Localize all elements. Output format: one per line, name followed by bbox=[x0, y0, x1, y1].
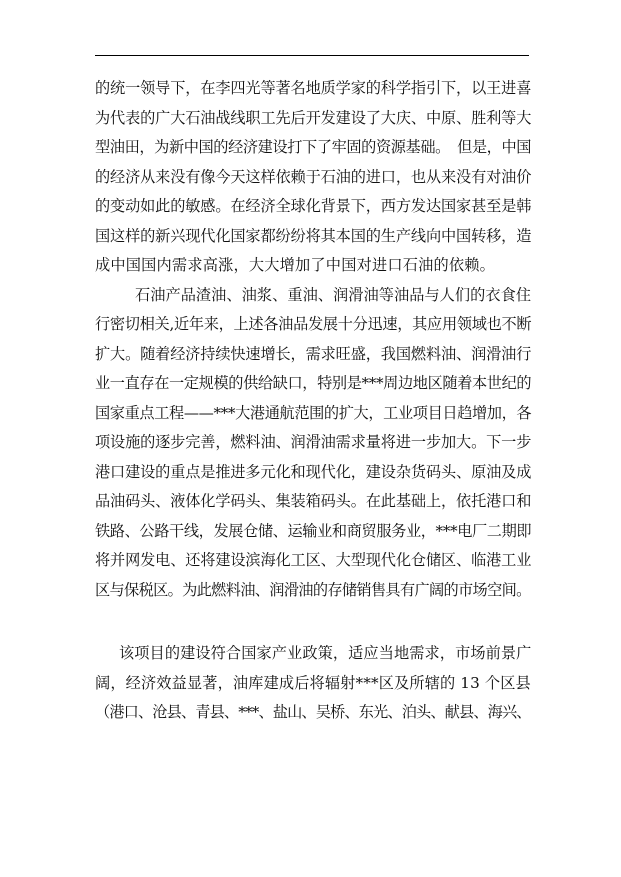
text-line: （港口、沧县、青县、***、盐山、吴桥、东光、泊头、献县、海兴、 bbox=[95, 703, 531, 721]
text-line: 区与保税区。为此燃料油、润滑油的存储销售具有广阔的市场空间。 bbox=[95, 580, 531, 599]
body-text bbox=[95, 74, 531, 728]
text-line: 项设施的逐步完善，燃料油、润滑油需求量将进一步加大。下一步 bbox=[95, 433, 532, 451]
text-line: 业一直存在一定规模的供给缺口，特别是***周边地区随着本世纪的 bbox=[95, 374, 532, 392]
text-line: 将并网发电、还将建设滨海化工区、大型现代化仓储区、临港工业 bbox=[95, 551, 532, 569]
text-line: 阔，经济效益显著，油库建成后将辐射***区及所辖的 13 个区县 bbox=[95, 673, 531, 692]
text-line: 扩大。随着经济持续快速增长，需求旺盛，我国燃料油、润滑油行 bbox=[95, 344, 532, 363]
header-rule bbox=[95, 55, 529, 56]
text-line: 行密切相关,近年来，上述各油品发展十分迅速，其应用领域也不断 bbox=[95, 315, 532, 333]
text-line: 的经济从来没有像今天这样依赖于石油的进口，也从来没有对油价 bbox=[95, 167, 532, 186]
text-line: 成中国国内需求高涨，大大增加了中国对进口石油的依赖。 bbox=[95, 256, 496, 274]
text-line: 的统一领导下，在李四光等著名地质学家的科学指引下，以王进喜 bbox=[95, 79, 532, 97]
text-line: 铁路、公路干线，发展仓储、运输业和商贸服务业，***电厂二期即 bbox=[95, 521, 532, 540]
text-line: 石油产品渣油、油浆、重油、润滑油等油品与人们的衣食住 bbox=[135, 285, 532, 304]
text-line: 型油田，为新中国的经济建设打下了牢固的资源基础。 但是，中国 bbox=[95, 138, 532, 156]
text-line: 该项目的建设符合国家产业政策，适应当地需求，市场前景广 bbox=[119, 644, 532, 662]
paragraph-oil-products-market bbox=[95, 281, 531, 606]
text-line: 港口建设的重点是推进多元化和现代化，建设杂货码头、原油及成 bbox=[95, 462, 532, 481]
text-line: 的变动如此的敏感。在经济全球化背景下，西方发达国家甚至是韩 bbox=[95, 197, 532, 215]
text-line: 国这样的新兴现代化国家都纷纷将其本国的生产线向中国转移，造 bbox=[95, 226, 532, 245]
text-line: 国家重点工程——***大港通航范围的扩大，工业项目日趋增加，各 bbox=[95, 403, 532, 422]
paragraph-gap bbox=[95, 605, 531, 639]
text-line: 品油码头、液体化学码头、集装箱码头。在此基础上，依托港口和 bbox=[95, 492, 532, 510]
paragraph-oil-dependence bbox=[95, 74, 531, 281]
text-line: 为代表的广大石油战线职工先后开发建设了大庆、中原、胜利等大 bbox=[95, 108, 532, 127]
paragraph-project-scope bbox=[95, 639, 531, 728]
